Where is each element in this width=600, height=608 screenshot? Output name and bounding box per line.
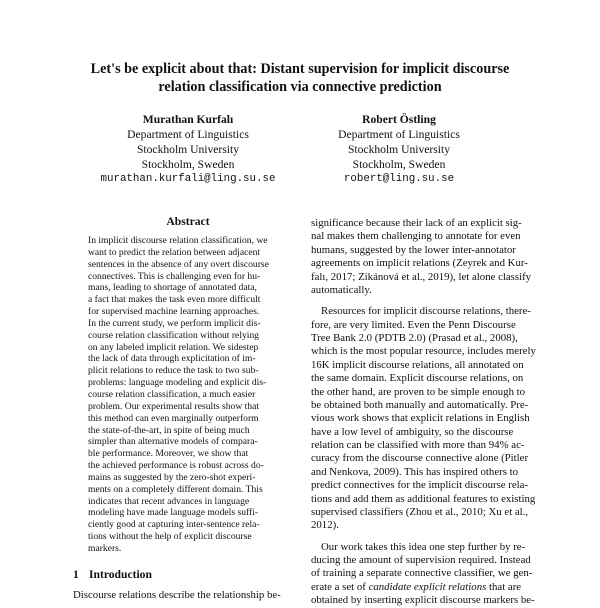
abstract-line: markers.: [88, 542, 122, 554]
abstract-line: ments on a completely different domain. This: [88, 483, 263, 495]
body-line: the other hand, are proven to be simple enough to: [311, 385, 526, 398]
body-line: 2012).: [311, 519, 339, 532]
body-line: relation can be classified with more than 94% ac-: [311, 439, 525, 451]
abstract-line: indicates that recent advances in language: [88, 495, 250, 507]
author-department: Department of Linguistics: [127, 128, 249, 141]
body-line: ducing the amount of supervision required. Instead: [311, 554, 531, 566]
abstract-line: ble performance. Moreover, we show that: [88, 448, 249, 460]
section-title: Introduction: [89, 568, 152, 581]
text-span: erate a set of: [311, 580, 366, 593]
body-line: automatically.: [311, 283, 372, 296]
title-line-1: Let's be explicit about that: Distant supervision for implicit discourse: [90, 61, 510, 77]
author-block-1: [73, 112, 303, 187]
abstract-line: want to predict the relation between adjacent: [88, 246, 261, 258]
body-line: [311, 581, 536, 594]
author-university: Stockholm University: [347, 143, 451, 156]
abstract-line: the state-of-the-art, in spite of being much: [88, 424, 250, 436]
body-line: fore, are very limited. Even the Penn Discourse: [311, 318, 516, 331]
author-block-2: [284, 112, 514, 187]
author-department: Department of Linguistics: [338, 128, 460, 141]
body-line: and Nenkova, 2009). This has inspired others to: [311, 465, 519, 478]
abstract-line: plicit relations to reduce the task to two sub-: [88, 365, 259, 377]
body-line: humans, suggested by the lower inter-annotator: [311, 243, 516, 256]
body-line: falı, 2017; Zikánová et al., 2019), let alone classify: [311, 270, 532, 283]
author-email: robert@ling.su.se: [343, 173, 455, 185]
right-column: [311, 217, 536, 608]
intro-first-line: Discourse relations describe the relationship be-: [73, 589, 281, 601]
abstract-line: on any labeled implicit relation. We sidestep: [88, 341, 259, 353]
abstract-line: mains as suggested by the zero-shot experi-: [88, 471, 256, 483]
abstract-line: tions without the help of explicit discourse: [88, 531, 252, 543]
abstract-line: problems: language modeling and explicit dis-: [88, 377, 267, 389]
body-line: curacy from the discourse connective alone (Pitler: [311, 452, 529, 465]
title-line-2: relation classification via connective prediction: [158, 79, 442, 95]
body-line: significance because their lack of an explicit sig-: [311, 217, 522, 229]
abstract-line: sentences in the absence of any overt discourse: [88, 258, 269, 270]
abstract-line: for supervised machine learning approaches.: [88, 306, 260, 318]
paper-title: [60, 60, 540, 96]
abstract-line: the achieved performance is robust across do-: [88, 460, 264, 472]
abstract-body: [88, 235, 288, 555]
body-line: Tree Bank 2.0 (PDTB 2.0) (Prasad et al., 2008),: [311, 332, 518, 344]
abstract-line: course relation classification, a much easier: [88, 388, 256, 400]
abstract-line: problem. Our experimental results show that: [88, 400, 260, 412]
author-name: Murathan Kurfalı: [142, 113, 234, 126]
abstract-line: ciently good at capturing inter-sentence rela-: [88, 519, 260, 531]
body-line: nal makes them challenging to annotate for even: [311, 230, 521, 243]
text-span: that are: [489, 580, 522, 593]
author-name: Robert Östling: [362, 113, 436, 126]
section-number: 1: [73, 568, 79, 581]
abstract-line: course relation classification without relying: [88, 329, 260, 341]
abstract-line: In the current study, we perform implicit dis-: [88, 317, 261, 329]
abstract-line: In implicit discourse relation classification, we: [88, 235, 268, 246]
abstract-line: simpler than alternative models of compara-: [88, 436, 258, 448]
body-line: 16K implicit discourse relations, all annotated on: [311, 358, 524, 371]
abstract-line: the lack of data through explicitation of im-: [88, 353, 256, 365]
body-line: agreements on implicit relations (Zeyrek and Kur-: [311, 257, 528, 270]
body-line: tions and add them as additional features to existing: [311, 492, 536, 505]
emphasis-term: candidate explicit relations: [368, 580, 487, 593]
abstract-heading: Abstract: [166, 215, 210, 228]
body-line: Resources for implicit discourse relations, there-: [321, 305, 531, 318]
abstract-line: connectives. This is challenging even for hu-: [88, 270, 261, 282]
section-heading-introduction: [73, 568, 293, 582]
body-line: predict connectives for the implicit discourse rela-: [311, 479, 529, 492]
body-line: have a low level of ambiguity, so the discourse: [311, 425, 514, 438]
body-line: Our work takes this idea one step further by re-: [321, 540, 526, 553]
body-line: supervised classifiers (Zhou et al., 2010; Xu et al.,: [311, 505, 529, 518]
abstract-line: this method can even marginally outperform: [88, 412, 259, 424]
abstract-line: modeling have made language models suffi-: [88, 507, 259, 519]
abstract-line: mans, leading to shortage of annotated data,: [88, 282, 257, 294]
body-line: be obtained both manually and automatically. Pre-: [311, 398, 529, 411]
author-email: murathan.kurfali@ling.su.se: [100, 173, 276, 185]
body-line: which is the most popular resource, includes merely: [311, 345, 536, 358]
body-line: obtained by inserting explicit discourse markers be-: [311, 594, 535, 607]
body-line: of training a separate connective classifier, we gen-: [311, 567, 533, 580]
abstract-line: a fact that makes the task even more difficult: [88, 294, 261, 306]
body-line: the same domain. Explicit discourse relations, on: [311, 372, 524, 385]
author-location: Stockholm, Sweden: [352, 158, 446, 171]
body-line: vious work shows that explicit relations in English: [311, 412, 530, 425]
author-university: Stockholm University: [136, 143, 240, 156]
author-location: Stockholm, Sweden: [141, 158, 235, 171]
